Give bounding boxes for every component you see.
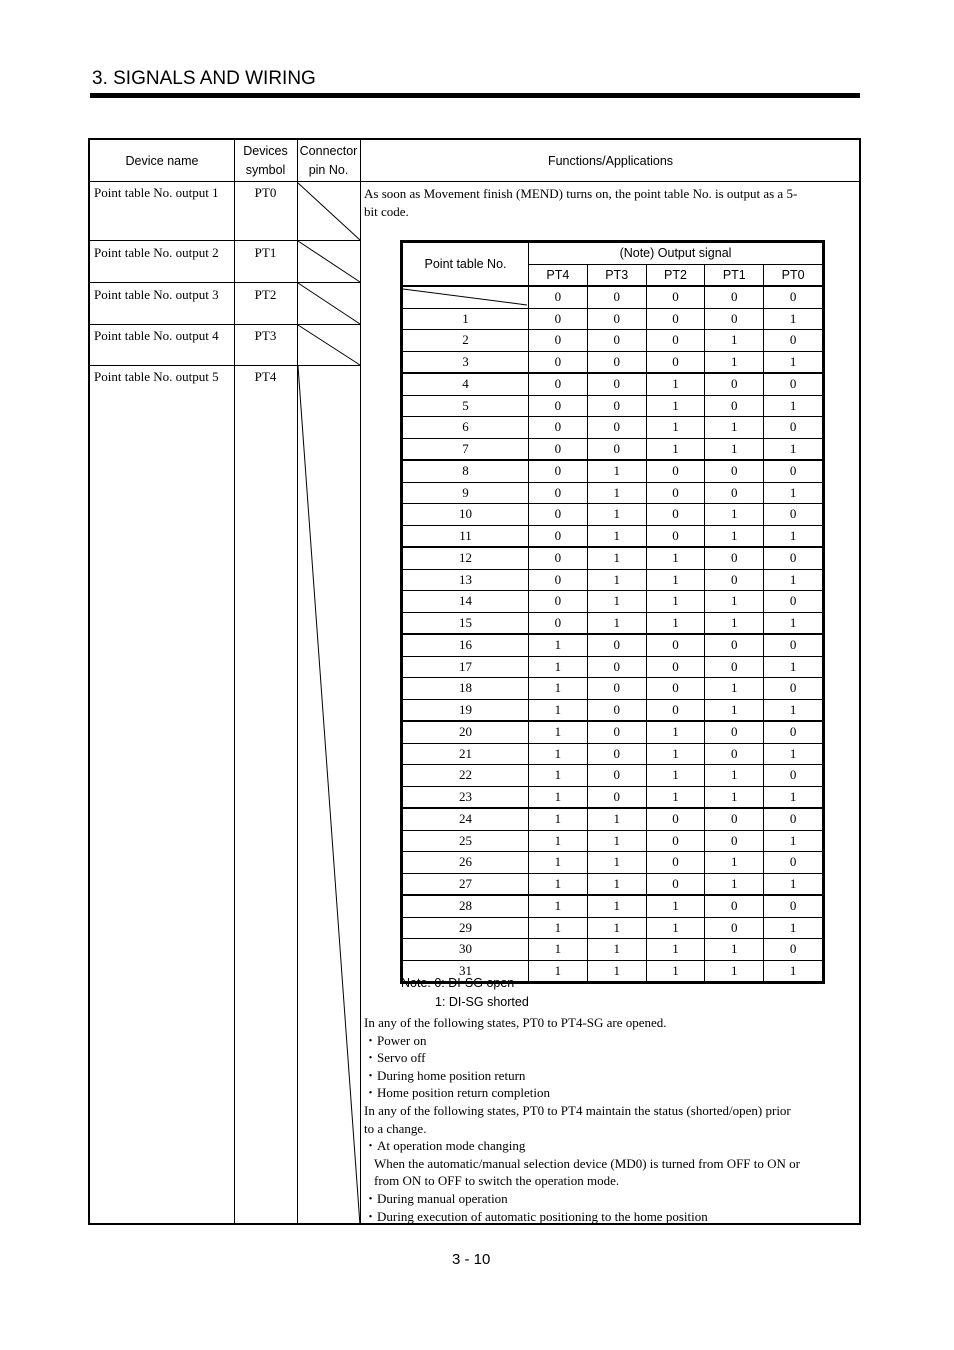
- table-row: [403, 852, 823, 874]
- bit-value-cell: 1: [705, 591, 764, 613]
- bit-value-cell: 1: [529, 743, 588, 765]
- table-row: [403, 460, 823, 482]
- bit-value-cell: 1: [646, 612, 705, 634]
- col-head-devices-symbol: [234, 140, 297, 182]
- bit-value-cell: 0: [764, 721, 823, 743]
- bit-value-cell: 0: [764, 417, 823, 439]
- point-table-no-cell: 11: [403, 525, 529, 547]
- states-maintain-detail: from ON to OFF to switch the operation mode.: [374, 1173, 620, 1189]
- bit-value-cell: 0: [705, 308, 764, 330]
- col-head-functions: Functions/Applications: [547, 153, 674, 168]
- bit-value-cell: 0: [646, 873, 705, 895]
- bit-value-cell: 1: [587, 895, 646, 917]
- table-row: [403, 721, 823, 743]
- bit-value-cell: 1: [764, 743, 823, 765]
- point-table-no-cell: 7: [403, 438, 529, 460]
- device-name-pt1: Point table No. output 2: [94, 245, 219, 260]
- bit-value-cell: 0: [646, 525, 705, 547]
- point-table-no-cell: 14: [403, 591, 529, 613]
- point-table-no-cell: 4: [403, 373, 529, 395]
- bit-value-cell: 1: [705, 765, 764, 787]
- table-row: [403, 569, 823, 591]
- bit-value-cell: 1: [529, 830, 588, 852]
- bit-value-cell: 1: [764, 656, 823, 678]
- bit-value-cell: 0: [646, 308, 705, 330]
- bit-value-cell: 1: [529, 895, 588, 917]
- bit-value-cell: 1: [705, 786, 764, 808]
- bit-value-cell: 0: [587, 351, 646, 373]
- bit-value-cell: 0: [529, 308, 588, 330]
- bit-value-cell: 1: [529, 873, 588, 895]
- bit-value-cell: 1: [705, 699, 764, 721]
- bit-value-cell: 0: [587, 721, 646, 743]
- table-row: [403, 286, 823, 308]
- page-title: 3. SIGNALS AND WIRING: [92, 68, 316, 89]
- table-row: [403, 765, 823, 787]
- bit-value-cell: 0: [705, 743, 764, 765]
- point-table-no-cell: 25: [403, 830, 529, 852]
- bit-value-cell: 1: [764, 351, 823, 373]
- bit-value-cell: 0: [646, 351, 705, 373]
- bit-value-cell: 0: [705, 656, 764, 678]
- bit-value-cell: 1: [529, 699, 588, 721]
- bit-value-cell: 1: [587, 939, 646, 961]
- header-rule: [90, 93, 860, 98]
- bit-value-cell: 1: [764, 308, 823, 330]
- bit-value-cell: 1: [587, 612, 646, 634]
- bit-value-cell: 0: [705, 895, 764, 917]
- bit-value-cell: 0: [587, 743, 646, 765]
- states-maintain-heading-cont: to a change.: [364, 1120, 427, 1136]
- device-symbol-pt1: PT1: [254, 245, 277, 260]
- table-row: [403, 591, 823, 613]
- bit-value-cell: 1: [529, 852, 588, 874]
- bit-value-cell: 0: [529, 438, 588, 460]
- bit-value-cell: 0: [587, 786, 646, 808]
- table-row: [403, 699, 823, 721]
- bit-value-cell: 1: [529, 634, 588, 656]
- bit-value-cell: 0: [646, 460, 705, 482]
- bit-value-cell: 1: [529, 939, 588, 961]
- point-table-no-cell: 15: [403, 612, 529, 634]
- bit-value-cell: 1: [646, 591, 705, 613]
- point-table-no-cell: 23: [403, 786, 529, 808]
- point-table-no-cell: 13: [403, 569, 529, 591]
- bit-value-cell: 0: [587, 678, 646, 700]
- bit-value-cell: 1: [646, 569, 705, 591]
- bit-value-cell: 0: [764, 330, 823, 352]
- bit-value-cell: 0: [705, 395, 764, 417]
- table-row: [403, 395, 823, 417]
- point-table-no-cell: 10: [403, 504, 529, 526]
- point-table-no-cell: 8: [403, 460, 529, 482]
- signal-table: [88, 138, 861, 1225]
- bit-value-cell: 1: [646, 765, 705, 787]
- table-row: [403, 525, 823, 547]
- bit-value-cell: 1: [587, 808, 646, 830]
- point-table-no-cell: 24: [403, 808, 529, 830]
- bit-value-cell: 0: [587, 330, 646, 352]
- bit-value-cell: 0: [587, 765, 646, 787]
- bit-value-cell: 1: [646, 743, 705, 765]
- col-head-connector: [297, 140, 360, 182]
- bit-value-cell: 1: [587, 852, 646, 874]
- bit-value-cell: 1: [587, 591, 646, 613]
- col-head-device-name: Device name: [125, 153, 199, 168]
- bit-value-cell: 1: [705, 417, 764, 439]
- states-maintain-item: ・During execution of automatic positioning to the home position: [364, 1208, 708, 1224]
- table-row: [403, 417, 823, 439]
- states-open-heading: In any of the following states, PT0 to PT4-SG are opened.: [364, 1015, 667, 1030]
- bit-value-cell: 0: [587, 417, 646, 439]
- bit-value-cell: 0: [587, 395, 646, 417]
- point-table-no-cell: 26: [403, 852, 529, 874]
- bit-value-cell: 1: [529, 678, 588, 700]
- table-row: [403, 656, 823, 678]
- device-name-pt0: Point table No. output 1: [94, 185, 219, 200]
- bit-value-cell: 0: [587, 308, 646, 330]
- table-row: [403, 678, 823, 700]
- diagonal-slash: [403, 287, 527, 307]
- bit-value-cell: 0: [529, 547, 588, 569]
- table-row: [403, 808, 823, 830]
- bit-value-cell: 0: [705, 286, 764, 308]
- bit-value-cell: 0: [705, 547, 764, 569]
- bit-value-cell: 1: [587, 917, 646, 939]
- bit-value-cell: 0: [705, 482, 764, 504]
- bit-value-cell: 1: [705, 678, 764, 700]
- point-table-no-cell: 9: [403, 482, 529, 504]
- bit-value-cell: 0: [587, 634, 646, 656]
- bit-value-cell: 1: [646, 438, 705, 460]
- point-table-no-cell: 29: [403, 917, 529, 939]
- point-table-no-cell: 28: [403, 895, 529, 917]
- point-table-no-cell: 6: [403, 417, 529, 439]
- bit-value-cell: 1: [705, 504, 764, 526]
- bit-value-cell: 0: [764, 678, 823, 700]
- states-open-item: ・During home position return: [364, 1067, 526, 1083]
- states-maintain-detail: When the automatic/manual selection device (MD0) is turned from OFF to ON or: [374, 1155, 801, 1171]
- bit-value-cell: 0: [646, 330, 705, 352]
- bit-value-cell: 0: [587, 286, 646, 308]
- table-row: [403, 830, 823, 852]
- head-bit: PT2: [646, 264, 705, 286]
- bit-value-cell: 1: [764, 917, 823, 939]
- bit-value-cell: 1: [705, 525, 764, 547]
- bit-value-cell: 0: [764, 286, 823, 308]
- bit-value-cell: 1: [587, 873, 646, 895]
- point-table-no-cell: 21: [403, 743, 529, 765]
- bit-value-cell: 0: [646, 286, 705, 308]
- bit-value-cell: 0: [705, 917, 764, 939]
- point-table-no-cell: [403, 286, 529, 308]
- bit-value-cell: 1: [764, 482, 823, 504]
- device-name-pt3: Point table No. output 4: [94, 328, 219, 343]
- bit-value-cell: 1: [764, 786, 823, 808]
- page-number: 3 - 10: [452, 1251, 491, 1268]
- device-symbol-pt3: PT3: [254, 328, 277, 343]
- bit-value-cell: 0: [587, 373, 646, 395]
- bit-value-cell: 1: [705, 612, 764, 634]
- bit-value-cell: 0: [646, 830, 705, 852]
- bit-value-cell: 0: [764, 504, 823, 526]
- bit-value-cell: 0: [646, 678, 705, 700]
- bit-value-cell: 1: [764, 873, 823, 895]
- head-point-table-no: Point table No.: [403, 243, 529, 287]
- bit-value-cell: 1: [587, 960, 646, 982]
- table-row: [403, 504, 823, 526]
- point-table-no-cell: 31: [403, 960, 529, 982]
- states-open-item: ・Home position return completion: [364, 1085, 550, 1101]
- bit-value-cell: 0: [705, 569, 764, 591]
- bit-value-cell: 0: [705, 460, 764, 482]
- bit-value-cell: 1: [705, 939, 764, 961]
- bit-value-cell: 0: [529, 373, 588, 395]
- bit-value-cell: 0: [646, 504, 705, 526]
- bit-value-cell: 1: [529, 960, 588, 982]
- col-head-connector-line1: Connector: [299, 144, 358, 158]
- table-row: [403, 786, 823, 808]
- bit-value-cell: 1: [764, 395, 823, 417]
- bit-value-cell: 0: [587, 699, 646, 721]
- table-row: [403, 895, 823, 917]
- head-bit: PT1: [705, 264, 764, 286]
- bit-value-cell: 1: [587, 830, 646, 852]
- bit-value-cell: 0: [587, 656, 646, 678]
- bit-value-cell: 0: [529, 504, 588, 526]
- bit-value-cell: 0: [646, 656, 705, 678]
- table-row: [403, 743, 823, 765]
- bit-value-cell: 1: [529, 917, 588, 939]
- bit-value-cell: 0: [705, 808, 764, 830]
- head-bit: PT3: [587, 264, 646, 286]
- bit-value-cell: 0: [587, 438, 646, 460]
- table-row: [403, 547, 823, 569]
- bit-value-cell: 0: [529, 330, 588, 352]
- bit-value-cell: 1: [705, 438, 764, 460]
- point-table-no-cell: 12: [403, 547, 529, 569]
- bit-value-cell: 0: [764, 460, 823, 482]
- col-head-connector-line2: pin No.: [308, 163, 349, 177]
- bit-value-cell: 1: [764, 699, 823, 721]
- bit-value-cell: 0: [705, 373, 764, 395]
- bit-value-cell: 0: [529, 417, 588, 439]
- bit-value-cell: 1: [646, 895, 705, 917]
- bit-value-cell: 1: [646, 917, 705, 939]
- bit-value-cell: 1: [705, 960, 764, 982]
- bit-value-cell: 1: [529, 721, 588, 743]
- point-table-no-cell: 3: [403, 351, 529, 373]
- bit-value-cell: 1: [705, 330, 764, 352]
- point-table-no-cell: 20: [403, 721, 529, 743]
- bit-value-cell: 0: [705, 830, 764, 852]
- table-row: [403, 873, 823, 895]
- bit-value-cell: 1: [705, 873, 764, 895]
- bit-value-cell: 0: [646, 808, 705, 830]
- states-maintain-heading: In any of the following states, PT0 to PT4 maintain the status (shorted/open) prior: [364, 1102, 791, 1118]
- bit-value-cell: 0: [764, 547, 823, 569]
- bit-value-cell: 1: [587, 525, 646, 547]
- bit-value-cell: 1: [764, 438, 823, 460]
- bit-value-cell: 1: [646, 417, 705, 439]
- bit-value-cell: 1: [529, 808, 588, 830]
- bit-value-cell: 1: [764, 612, 823, 634]
- col-head-devices-line1: Devices: [243, 144, 288, 158]
- bit-value-cell: 1: [764, 569, 823, 591]
- head-bit: PT0: [764, 264, 823, 286]
- intro-line1: As soon as Movement finish (MEND) turns on, the point table No. is output as a 5-: [364, 186, 798, 201]
- bit-value-cell: 1: [764, 525, 823, 547]
- bit-value-cell: 1: [646, 721, 705, 743]
- table-row: [403, 612, 823, 634]
- bit-value-cell: 0: [529, 569, 588, 591]
- table-row: [403, 917, 823, 939]
- device-symbol-pt4: PT4: [254, 369, 277, 384]
- bit-value-cell: 0: [529, 591, 588, 613]
- bit-value-cell: 0: [529, 351, 588, 373]
- bit-value-cell: 0: [764, 852, 823, 874]
- states-open-item: ・Power on: [364, 1032, 427, 1048]
- head-output-signal: (Note) Output signal: [529, 243, 823, 265]
- col-head-devices-line2: symbol: [245, 163, 286, 177]
- note-line2: 1: DI-SG shorted: [435, 995, 529, 1009]
- bit-value-cell: 1: [587, 460, 646, 482]
- point-table-no-cell: 1: [403, 308, 529, 330]
- bit-value-cell: 0: [646, 482, 705, 504]
- bit-value-cell: 1: [764, 830, 823, 852]
- bit-value-cell: 0: [705, 721, 764, 743]
- table-row: [403, 438, 823, 460]
- bit-value-cell: 1: [646, 939, 705, 961]
- intro-line2: bit code.: [364, 203, 409, 219]
- bit-value-cell: 0: [646, 852, 705, 874]
- bit-value-cell: 0: [764, 939, 823, 961]
- bit-value-cell: 1: [646, 547, 705, 569]
- head-bit: PT4: [529, 264, 588, 286]
- bit-value-cell: 1: [587, 569, 646, 591]
- states-open-item: ・Servo off: [364, 1050, 426, 1066]
- device-symbol-pt2: PT2: [254, 287, 277, 302]
- table-row: [403, 939, 823, 961]
- bit-value-cell: 1: [587, 504, 646, 526]
- bit-value-cell: 0: [705, 634, 764, 656]
- point-table-no-cell: 17: [403, 656, 529, 678]
- table-row: [403, 330, 823, 352]
- point-table-no-cell: 5: [403, 395, 529, 417]
- states-section: [364, 1014, 860, 1225]
- bit-value-cell: 0: [764, 373, 823, 395]
- device-name-pt2: Point table No. output 3: [94, 287, 219, 302]
- bit-value-cell: 0: [529, 395, 588, 417]
- bit-value-cell: 0: [764, 591, 823, 613]
- bit-value-cell: 0: [529, 612, 588, 634]
- bit-value-cell: 1: [587, 547, 646, 569]
- device-symbol-pt0: PT0: [254, 185, 277, 200]
- point-table-no-cell: 19: [403, 699, 529, 721]
- bit-value-cell: 1: [705, 852, 764, 874]
- point-table-no-cell: 16: [403, 634, 529, 656]
- bit-value-cell: 0: [646, 699, 705, 721]
- bit-value-cell: 1: [646, 960, 705, 982]
- table-row: [403, 308, 823, 330]
- point-table-no-cell: 22: [403, 765, 529, 787]
- bit-value-cell: 0: [764, 895, 823, 917]
- intro-text: [364, 185, 797, 220]
- bit-value-cell: 1: [587, 482, 646, 504]
- bit-value-cell: 0: [529, 460, 588, 482]
- table-row: [403, 373, 823, 395]
- table-row: [403, 482, 823, 504]
- bit-value-cell: 1: [646, 395, 705, 417]
- table-row: [403, 634, 823, 656]
- bit-value-cell: 0: [764, 634, 823, 656]
- bit-value-cell: 1: [646, 786, 705, 808]
- device-name-pt4: Point table No. output 5: [94, 369, 219, 384]
- bit-value-cell: 1: [705, 351, 764, 373]
- output-signal-table: [400, 240, 825, 984]
- bit-value-cell: 1: [646, 373, 705, 395]
- bit-value-cell: 1: [529, 765, 588, 787]
- bit-value-cell: 0: [646, 634, 705, 656]
- states-maintain-item: ・During manual operation: [364, 1190, 508, 1206]
- bit-value-cell: 0: [764, 765, 823, 787]
- point-table-no-cell: 30: [403, 939, 529, 961]
- point-table-no-cell: 2: [403, 330, 529, 352]
- bit-value-cell: 0: [529, 525, 588, 547]
- note-line1: Note. 0: DI-SG open: [401, 976, 515, 990]
- point-table-no-cell: 18: [403, 678, 529, 700]
- bit-value-cell: 1: [764, 960, 823, 982]
- point-table-no-cell: 27: [403, 873, 529, 895]
- bit-value-cell: 1: [529, 656, 588, 678]
- bit-value-cell: 0: [529, 482, 588, 504]
- states-maintain-item: ・At operation mode changing: [364, 1138, 526, 1154]
- bit-value-cell: 0: [764, 808, 823, 830]
- bit-value-cell: 0: [529, 286, 588, 308]
- bit-value-cell: 1: [529, 786, 588, 808]
- table-row: [403, 351, 823, 373]
